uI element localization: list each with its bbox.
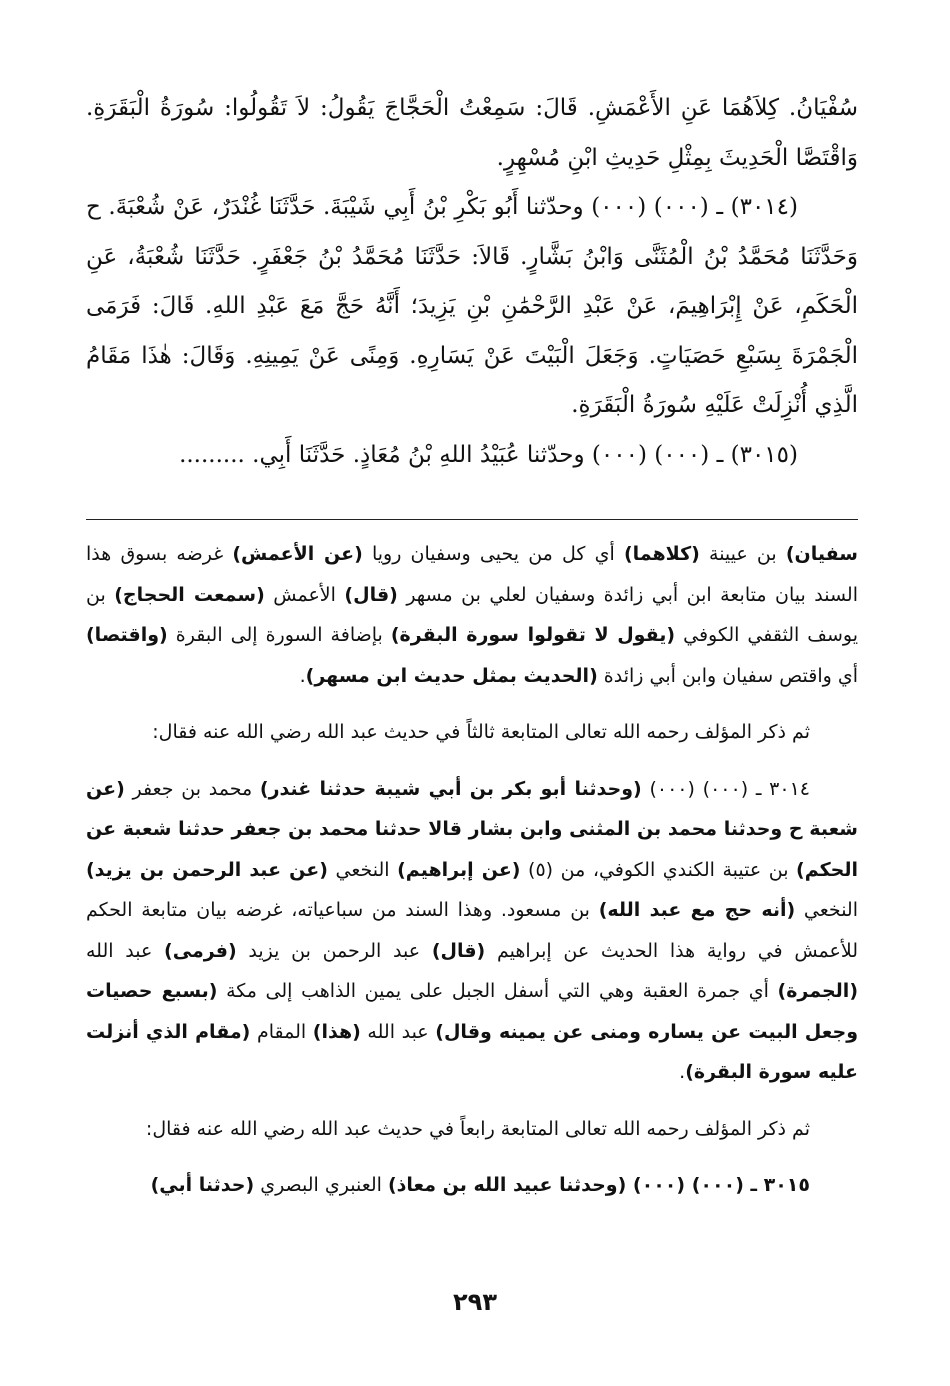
hadith-paragraph: سُفْيَانُ. كِلاَهُمَا عَنِ الأَعْمَشِ. قَالَ: سَمِعْتُ الْحَجَّاجَ يَقُولُ: لاَ تَقُولُوا: سُورَةُ الْبَقَرَةِ. وَاقْتَصَّا الْحَدِيثَ بِمِثْلِ حَدِيثِ ابْنِ مُسْهِرٍ. [86,95,858,171]
commentary-text: الأعمش [264,583,345,606]
commentary-paragraph [86,769,858,1093]
quoted-text: (قال) [344,583,398,606]
hadith-text-block [86,84,858,480]
quoted-text: (قال) [431,939,486,962]
commentary-text: . [679,1061,686,1083]
commentary-text: أي كل من يحيى وسفيان رويا [362,543,624,565]
commentary-text: عبد الرحمن بن يزيد [236,939,432,962]
commentary-text: أي جمرة العقبة وهي التي أسفل الجبل على يمين الذاهب إلى مكة [217,980,778,1002]
page-number: ٢٩٣ [453,1288,497,1316]
quoted-text: (عن الأعمش) [232,543,363,565]
quoted-text: (واقتصا) [86,624,168,646]
quoted-text: (بسبع حصيات وجعل البيت عن يساره ومنى عن يمينه وقال) [86,980,858,1043]
quoted-text: (وحدثنا أبو بكر بن أبي شيبة حدثنا غندر) [259,777,642,800]
hadith-paragraph: (٣٠١٤) ـ (٠٠٠) (٠٠٠) وحدّثنا أَبُو بَكْرِ بْنُ أَبِي شَيْبَةَ. حَدَّثَنَا غُنْدَرٌ، عَنْ شُعْبَةَ. ح وَحَدَّثَنَا مُحَمَّدُ بْنُ الْمُثَنَّى وَابْنُ بَشَّارٍ. قَالاَ: حَدَّثَنَا مُحَمَّدُ بْنُ جَعْفَرٍ. حَدَّثَنَا شُعْبَةُ، عَنِ الْحَكَمِ، عَنْ إِبْرَاهِيمَ، عَنْ عَبْدِ الرَّحْمَٰنِ بْنِ يَزِيدَ؛ أَنَّهُ حَجَّ مَعَ عَبْدِ اللهِ. قَالَ: فَرَمَى الْجَمْرَةَ بِسَبْعِ حَصَيَاتٍ. وَجَعَلَ الْبَيْتَ عَنْ يَسَارِهِ. وَمِنًى عَنْ يَمِينِهِ. وَقَالَ: هٰذَا مَقَامُ الَّذِي أُنْزِلَتْ عَلَيْهِ سُورَةُ الْبَقَرَةِ. [86,194,858,418]
commentary-text: بن عيينة [699,543,786,565]
commentary-text: بن مسعود. وهذا السند من سباعياته، غرضه بيان متابعة الحكم للأعمش في رواية هذا الحديث عن إبراهيم [86,899,858,962]
quoted-text: (الجمرة) [777,980,858,1002]
quoted-text: (عن شعبة ح وحدثنا محمد بن المثنى وابن بشار قالا حدثنا محمد بن جعفر حدثنا شعبة عن الحكم) [86,777,859,881]
commentary-text: المقام [250,1020,313,1043]
commentary-paragraph [86,1165,858,1206]
commentary-paragraph [86,534,858,696]
footnote-divider [86,519,858,520]
quoted-text: (هذا) [312,1020,361,1043]
commentary-text: العنبري البصري [254,1174,388,1196]
commentary-paragraph: ثم ذكر المؤلف رحمه الله تعالى المتابعة رابعاً في حديث عبد الله رضي الله عنه فقال: [145,1117,810,1140]
hadith-paragraph: (٣٠١٥) ـ (٠٠٠) (٠٠٠) وحدّثنا عُبَيْدُ اللهِ بْنُ مُعَاذٍ. حَدَّثَنَا أَبِي. ......... [179,441,798,468]
commentary-text: غرضه بسوق هذا السند بيان متابعة ابن أبي زائدة وسفيان لعلي بن مسهر [86,543,858,606]
quoted-text: (عن إبراهيم) [397,858,521,881]
commentary-text: عبد الله [360,1020,436,1043]
commentary-paragraph: ثم ذكر المؤلف رحمه الله تعالى المتابعة ثالثاً في حديث عبد الله رضي الله عنه فقال: [152,721,810,743]
hadith-number: ٣٠١٥ ـ (٠٠٠) (٠٠٠) [626,1174,810,1196]
commentary-text: بإضافة السورة إلى البقرة [167,624,391,646]
quoted-text: (مقام الذي أنزلت عليه سورة البقرة) [86,1020,858,1083]
commentary-text: . [299,664,306,687]
commentary-text: أي واقتص سفيان وابن أبي زائدة [597,664,858,687]
quoted-text: سفيان) [785,543,858,565]
quoted-text: (وحدثنا عبيد الله بن معاذ) [387,1174,627,1196]
quoted-text: (سمعت الحجاج) [114,583,265,606]
quoted-text: (عن عبد الرحمن بن يزيد) [86,858,328,881]
commentary-text: النخعي [327,858,398,881]
quoted-text: (أنه حج مع عبد الله) [598,899,796,921]
commentary-block [86,534,858,1206]
quoted-text: (يقول لا تقولوا سورة البقرة) [390,624,676,646]
quoted-text: (فرمى) [164,939,237,962]
commentary-text: محمد بن جعفر [124,777,260,800]
quoted-text: (الحديث بمثل حديث ابن مسهر) [305,664,598,687]
commentary-text: عبد الله [86,939,165,962]
commentary-text: بن عتيبة الكندي الكوفي، من (٥) [520,858,797,881]
hadith-number: ٣٠١٤ ـ (٠٠٠) (٠٠٠) [641,777,810,800]
commentary-text: النخعي [795,899,858,921]
quoted-text: (كلاهما) [623,543,700,565]
quoted-text: (حدثنا أبي) [150,1174,255,1196]
commentary-text: بن يوسف الثقفي الكوفي [86,583,859,646]
